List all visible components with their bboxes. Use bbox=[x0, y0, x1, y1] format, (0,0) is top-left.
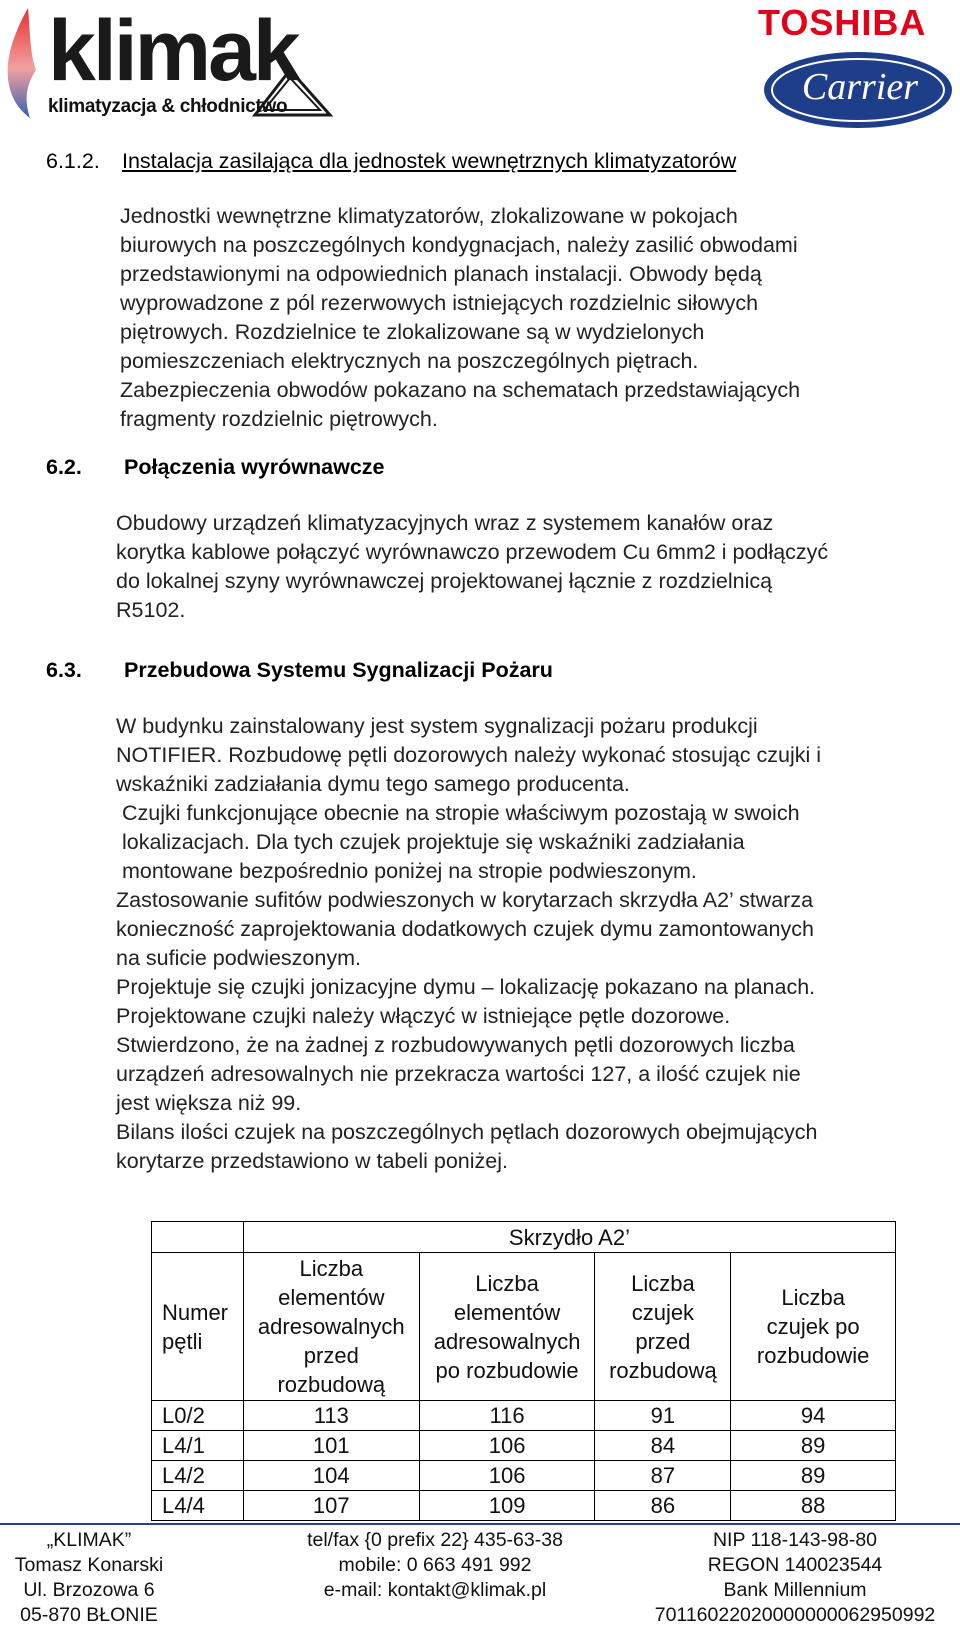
text-line: korytarze przedstawiono w tabeli poniżej. bbox=[116, 1149, 508, 1173]
text-line: przedstawionymi na odpowiednich planach instalacji. Obwody będą bbox=[120, 262, 762, 286]
header-line: Liczba bbox=[781, 1285, 845, 1310]
text-line: Bilans ilości czujek na poszczególnych pętlach dozorowych obejmujących bbox=[116, 1120, 818, 1144]
footer-line: REGON 140023544 bbox=[707, 1554, 883, 1576]
text-line: jest większa niż 99. bbox=[116, 1091, 302, 1115]
footer-line: tel/fax {0 prefix 22} 435-63-38 bbox=[307, 1529, 563, 1551]
table-cell: L0/2 bbox=[152, 1401, 244, 1431]
header-line: rozbudową bbox=[609, 1357, 717, 1383]
table-col-header-detectors-before bbox=[595, 1253, 731, 1401]
flame-icon bbox=[0, 0, 50, 125]
header-line: czujek po bbox=[766, 1314, 860, 1339]
table-corner-cell bbox=[152, 1222, 244, 1253]
table-cell: 86 bbox=[595, 1491, 731, 1521]
table-col-header-elements-after bbox=[419, 1253, 595, 1401]
text-line: fragmenty rozdzielnic piętrowych. bbox=[120, 407, 438, 431]
text-line: urządzeń adresowalnych nie przekracza wartości 127, a ilość czujek nie bbox=[116, 1062, 801, 1086]
table-cell: 91 bbox=[595, 1401, 731, 1431]
table-cell: L4/4 bbox=[152, 1491, 244, 1521]
section-title-63: Przebudowa Systemu Sygnalizacji Pożaru bbox=[124, 658, 553, 682]
header-line: adresowalnych bbox=[257, 1314, 405, 1339]
text-line: na suficie podwieszonym. bbox=[116, 946, 361, 970]
table-cell: 89 bbox=[731, 1461, 896, 1491]
header-line: Liczba bbox=[631, 1270, 695, 1296]
text-line: Jednostki wewnętrzne klimatyzatorów, zlokalizowane w pokojach bbox=[120, 204, 738, 228]
text-line: konieczność zaprojektowania dodatkowych czujek dymu zamontowanych bbox=[116, 917, 814, 941]
text-line: Projektowane czujki należy włączyć w istniejące pętle dozorowe. bbox=[116, 1004, 731, 1028]
text-line: wskaźniki zadziałania dymu tego samego producenta. bbox=[116, 772, 630, 796]
table-row bbox=[152, 1431, 896, 1461]
table-cell: 101 bbox=[243, 1431, 419, 1461]
footer-line: „KLIMAK” bbox=[46, 1529, 132, 1551]
text-line: korytka kablowe połączyć wyrównawczo przewodem Cu 6mm2 i podłączyć bbox=[116, 540, 829, 564]
table-cell: 106 bbox=[419, 1431, 595, 1461]
footer-company bbox=[0, 1528, 178, 1628]
text-line: biurowych na poszczególnych kondygnacjach, należy zasilić obwodami bbox=[120, 233, 798, 257]
table-row bbox=[152, 1491, 896, 1521]
text-line: pomieszczeniach elektrycznych na poszczególnych piętrach. bbox=[120, 349, 699, 373]
table-cell: 113 bbox=[243, 1401, 419, 1431]
section-number-612: 6.1.2. bbox=[46, 149, 100, 173]
section-body-612 bbox=[120, 202, 800, 434]
footer-line: mobile: 0 663 491 992 bbox=[338, 1554, 532, 1576]
text-line: montowane bezpośrednio poniżej na stropie podwieszonym. bbox=[116, 859, 697, 883]
header-line: pętli bbox=[162, 1328, 203, 1354]
text-line: Zabezpieczenia obwodów pokazano na schematach przedstawiających bbox=[120, 378, 801, 402]
section-body-63 bbox=[116, 712, 821, 1176]
klimak-logo-tagline: klimatyzacja & chłodnictwo bbox=[48, 96, 288, 117]
text-line: lokalizacjach. Dla tych czujek projektuje się wskaźniki zadziałania bbox=[116, 830, 745, 854]
header-line: przed bbox=[635, 1328, 691, 1354]
section-title-612: Instalacja zasilająca dla jednostek wewnętrznych klimatyzatorów bbox=[122, 149, 737, 173]
text-line: Zastosowanie sufitów podwieszonych w korytarzach skrzydła A2’ stwarza bbox=[116, 888, 814, 912]
text-line: NOTIFIER. Rozbudowę pętli dozorowych należy wykonać stosując czujki i bbox=[116, 743, 822, 767]
detector-balance-table bbox=[151, 1221, 896, 1521]
text-line: wyprowadzone z pól rezerwowych istniejących rozdzielnic siłowych bbox=[120, 291, 759, 315]
footer-registry bbox=[640, 1528, 950, 1628]
header-line: rozbudową bbox=[277, 1372, 386, 1397]
text-line: do lokalnej szyny wyrównawczej projektowanej łącznie z rozdzielnicą bbox=[116, 569, 773, 593]
header-line: czujek bbox=[631, 1299, 695, 1325]
header-line: Liczba bbox=[299, 1256, 364, 1281]
header-line: przed bbox=[303, 1343, 359, 1368]
table-row bbox=[152, 1461, 896, 1491]
table-cell: 94 bbox=[731, 1401, 896, 1431]
table-cell: 116 bbox=[419, 1401, 595, 1431]
table-cell: L4/2 bbox=[152, 1461, 244, 1491]
footer-line: 05-870 BŁONIE bbox=[20, 1604, 158, 1626]
section-number-62: 6.2. bbox=[46, 455, 82, 479]
table-cell: 84 bbox=[595, 1431, 731, 1461]
carrier-logo: Carrier bbox=[801, 66, 919, 108]
table-cell: 107 bbox=[243, 1491, 419, 1521]
footer-line: Bank Millennium bbox=[723, 1579, 867, 1601]
table-col-header-detectors-after bbox=[731, 1253, 896, 1401]
text-line: Czujki funkcjonujące obecnie na stropie właściwym pozostają w swoich bbox=[116, 801, 800, 825]
table-cell: L4/1 bbox=[152, 1431, 244, 1461]
header-line: rozbudowie bbox=[756, 1343, 870, 1368]
table-cell: 89 bbox=[731, 1431, 896, 1461]
table-cell: 88 bbox=[731, 1491, 896, 1521]
text-line: Stwierdzono, że na żadnej z rozbudowywanych pętli dozorowych liczba bbox=[116, 1033, 795, 1057]
table-cell: 104 bbox=[243, 1461, 419, 1491]
header-line: Liczba bbox=[475, 1270, 539, 1296]
table-cell: 109 bbox=[419, 1491, 595, 1521]
table-row bbox=[152, 1401, 896, 1431]
section-title-62: Połączenia wyrównawcze bbox=[124, 455, 385, 479]
footer-divider bbox=[0, 1523, 960, 1525]
toshiba-logo: TOSHIBA bbox=[758, 2, 927, 43]
table-col-header-loop bbox=[152, 1253, 244, 1401]
footer-line: 70116022020000000062950992 bbox=[654, 1604, 936, 1626]
text-line: W budynku zainstalowany jest system sygnalizacji pożaru produkcji bbox=[116, 714, 758, 738]
table-cell: 87 bbox=[595, 1461, 731, 1491]
table-col-header-elements-before bbox=[243, 1253, 419, 1401]
text-line: R5102. bbox=[116, 598, 186, 622]
footer-line: NIP 118-143-98-80 bbox=[712, 1529, 878, 1551]
text-line: piętrowych. Rozdzielnice te zlokalizowane są w wydzielonych bbox=[120, 320, 705, 344]
footer-line: Ul. Brzozowa 6 bbox=[23, 1579, 155, 1601]
footer-contact bbox=[280, 1528, 590, 1603]
text-line: Obudowy urządzeń klimatyzacyjnych wraz z systemem kanałów oraz bbox=[116, 511, 774, 535]
header-line: elementów bbox=[278, 1285, 385, 1310]
klimak-logo-word: klimak bbox=[48, 3, 298, 99]
footer-line: Tomasz Konarski bbox=[14, 1554, 164, 1576]
text-line: Projektuje się czujki jonizacyjne dymu – lokalizację pokazano na planach. bbox=[116, 975, 816, 999]
section-body-62 bbox=[116, 509, 828, 625]
footer-line: e-mail: kontakt@klimak.pl bbox=[323, 1579, 547, 1601]
section-number-63: 6.3. bbox=[46, 658, 82, 682]
header-line: po rozbudowie bbox=[435, 1357, 579, 1383]
table-group-header: Skrzydło A2’ bbox=[243, 1222, 895, 1253]
header-line: elementów bbox=[453, 1299, 561, 1325]
header-line: Numer bbox=[162, 1299, 229, 1325]
header-line: adresowalnych bbox=[433, 1328, 581, 1354]
table-cell: 106 bbox=[419, 1461, 595, 1491]
